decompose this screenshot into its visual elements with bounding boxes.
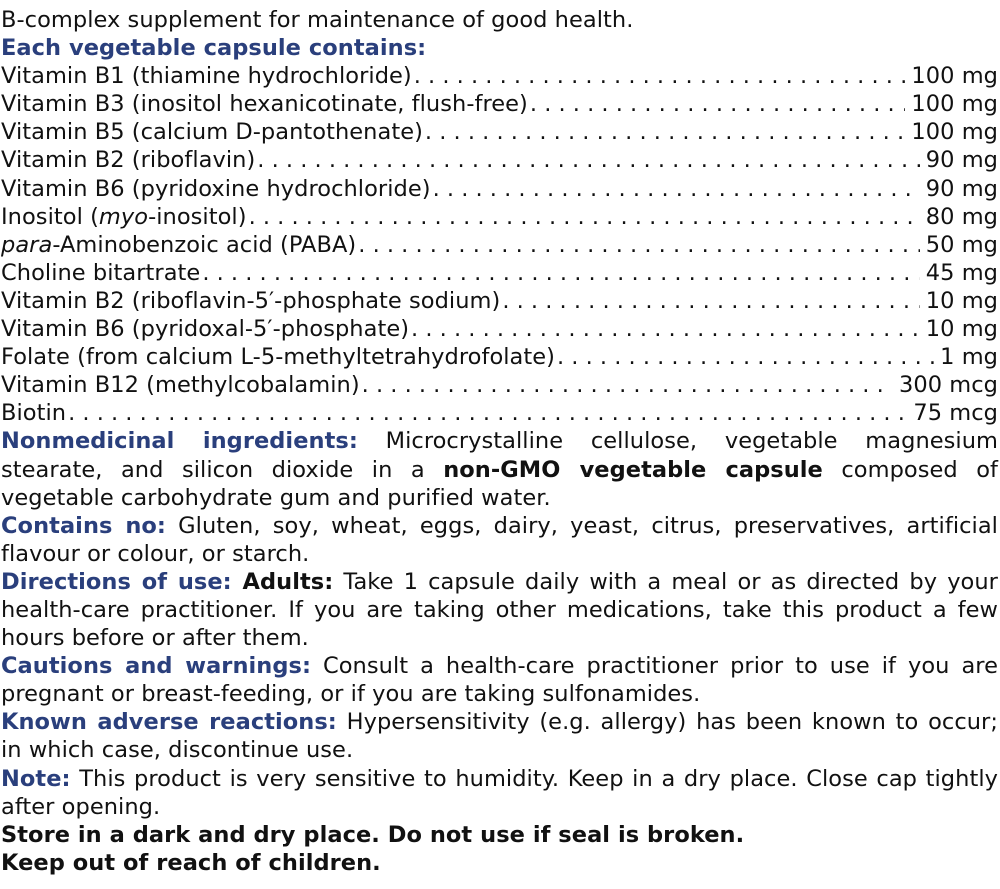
intro-text: B-complex supplement for maintenance of good health. xyxy=(1,7,634,33)
ingredient-row xyxy=(1,175,998,203)
ingredient-amount: 75 mcg xyxy=(913,400,998,427)
ingredient-amount: 45 mg xyxy=(925,259,998,286)
ingredient-name xyxy=(1,146,255,174)
ingredient-text: Vitamin B6 (pyridoxal-5′-phosphate) xyxy=(1,316,410,343)
contains-no-text: Gluten, soy, wheat, eggs, dairy, yeast, citrus, preservatives, artificial flavour or colour, or starch. xyxy=(1,512,998,567)
ingredient-text: Vitamin B1 (thiamine hydrochloride) xyxy=(1,63,412,90)
leader-dots xyxy=(358,231,920,259)
ingredient-row xyxy=(1,118,998,146)
ingredient-amount: 10 mg xyxy=(925,316,998,343)
ingredient-name xyxy=(1,259,200,287)
leader-dots xyxy=(68,399,907,427)
leader-dots xyxy=(414,62,906,90)
directions-section xyxy=(1,568,998,652)
ingredient-name xyxy=(1,62,412,90)
ingredient-text: Vitamin B2 (riboflavin-5′-phosphate sodium) xyxy=(1,287,501,314)
ingredient-name xyxy=(1,399,66,427)
leader-dots xyxy=(257,146,919,174)
cautions-label: Cautions and warnings: xyxy=(1,653,311,680)
children-warning: Keep out of reach of children. xyxy=(1,849,381,876)
note-text: This product is very sensitive to humidity. Keep in a dry place. Close cap tightly after opening. xyxy=(1,765,998,820)
contains-no-label: Contains no: xyxy=(1,512,166,539)
nonmedicinal-text-a: Microcrystalline cellulose, vegetable magnesium stearate, and silicon dioxide in a xyxy=(1,428,998,483)
leader-dots xyxy=(433,175,920,203)
cautions-text: Consult a health-care practitioner prior to use if you are pregnant or breast-feeding, or if you are taking sulfonamides. xyxy=(1,653,998,708)
adverse-label: Known adverse reactions: xyxy=(1,709,337,736)
directions-label: Directions of use: xyxy=(1,568,232,595)
ingredient-text: -inositol) xyxy=(148,203,247,230)
ingredient-name xyxy=(1,343,555,371)
ingredient-text: Folate (from calcium L-5-methyltetrahydrofolate) xyxy=(1,344,555,371)
ingredient-name xyxy=(1,287,500,315)
ingredient-amount: 1 mg xyxy=(940,344,998,371)
contains-no-section xyxy=(1,512,998,568)
ingredient-text: Biotin xyxy=(1,400,67,427)
ingredient-text: Choline bitartrate xyxy=(1,259,201,286)
storage-warning: Store in a dark and dry place. Do not use if seal is broken. xyxy=(1,821,745,848)
ingredient-row xyxy=(1,203,998,231)
leader-dots xyxy=(425,118,905,146)
ingredient-row xyxy=(1,343,998,371)
directions-adults: Adults: xyxy=(231,568,334,595)
leader-dots xyxy=(411,315,920,343)
ingredient-row xyxy=(1,287,998,315)
ingredient-prefix: Inositol ( xyxy=(1,203,99,230)
leader-dots xyxy=(202,259,919,287)
ingredient-italic: para xyxy=(1,231,53,258)
leader-dots xyxy=(557,343,934,371)
ingredient-amount: 100 mg xyxy=(911,119,998,146)
ingredient-text: Vitamin B12 (methylcobalamin) xyxy=(1,372,360,399)
ingredient-name xyxy=(1,231,356,259)
ingredient-text: Vitamin B5 (calcium D-pantothenate) xyxy=(1,119,423,146)
ingredient-amount: 90 mg xyxy=(925,175,998,202)
ingredient-row xyxy=(1,259,998,287)
ingredient-name xyxy=(1,90,528,118)
ingredient-amount: 100 mg xyxy=(911,63,998,90)
ingredient-name xyxy=(1,203,247,231)
contains-heading: Each vegetable capsule contains: xyxy=(1,35,427,62)
ingredient-row xyxy=(1,146,998,174)
ingredient-name xyxy=(1,371,360,399)
adverse-text: Hypersensitivity (e.g. allergy) has been known to occur; in which case, discontinue use. xyxy=(1,709,998,764)
leader-dots xyxy=(530,90,906,118)
nonmedicinal-label: Nonmedicinal ingredients: xyxy=(1,428,358,455)
note-section xyxy=(1,765,998,821)
ingredient-amount: 90 mg xyxy=(925,147,998,174)
ingredient-row xyxy=(1,62,998,90)
directions-text: Take 1 capsule daily with a meal or as directed by your health-care practitioner. If you are taking other medications, take this product a few hours before or after them. xyxy=(1,568,998,652)
ingredient-row xyxy=(1,315,998,343)
ingredient-italic: myo xyxy=(98,203,149,230)
note-label: Note: xyxy=(1,765,71,792)
ingredient-list xyxy=(1,62,998,427)
ingredient-name xyxy=(1,175,431,203)
ingredient-amount: 80 mg xyxy=(925,203,998,230)
leader-dots xyxy=(502,287,919,315)
ingredient-text: Vitamin B6 (pyridoxine hydrochloride) xyxy=(1,175,431,202)
nonmedicinal-text-b: composed of vegetable carbohydrate gum and purified water. xyxy=(1,456,998,511)
ingredient-amount: 100 mg xyxy=(911,91,998,118)
ingredient-text: Vitamin B2 (riboflavin) xyxy=(1,147,256,174)
nonmedicinal-bold: non-GMO vegetable capsule xyxy=(443,456,823,483)
ingredient-row xyxy=(1,371,998,399)
leader-dots xyxy=(362,371,893,399)
ingredient-row xyxy=(1,399,998,427)
ingredient-amount: 10 mg xyxy=(925,287,998,314)
ingredient-amount: 300 mcg xyxy=(898,372,998,399)
ingredient-amount: 50 mg xyxy=(925,231,998,258)
ingredient-row xyxy=(1,90,998,118)
cautions-section xyxy=(1,652,998,708)
leader-dots xyxy=(249,203,920,231)
ingredient-row xyxy=(1,231,998,259)
ingredient-text: Vitamin B3 (inositol hexanicotinate, flush-free) xyxy=(1,91,528,118)
adverse-section xyxy=(1,708,998,764)
ingredient-name xyxy=(1,118,423,146)
ingredient-name xyxy=(1,315,409,343)
nonmedicinal-section xyxy=(1,427,998,511)
ingredient-text: -Aminobenzoic acid (PABA) xyxy=(52,231,357,258)
